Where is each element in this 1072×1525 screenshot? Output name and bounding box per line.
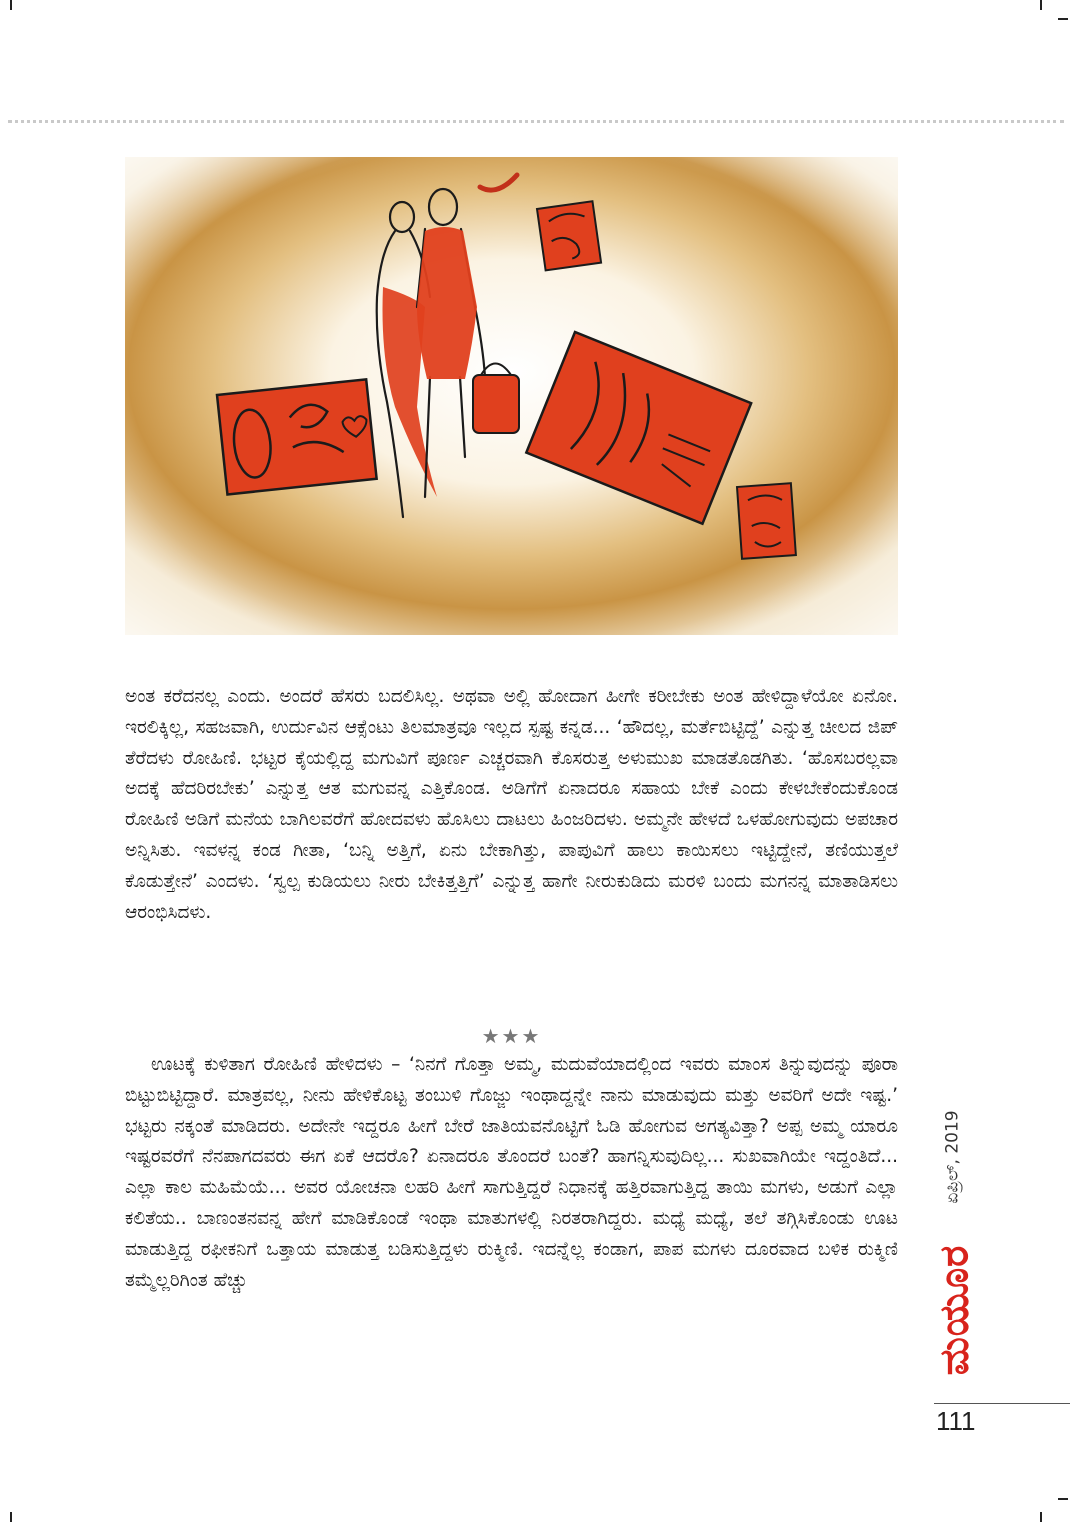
magazine-logo <box>932 1225 976 1395</box>
story-illustration <box>125 157 898 635</box>
issue-date <box>933 1102 973 1212</box>
page-number-rule <box>934 1403 1070 1404</box>
crop-mark <box>10 0 12 10</box>
story-paragraph-1 <box>125 682 898 928</box>
crop-mark <box>1040 0 1042 10</box>
header-dotted-rule <box>8 120 1064 123</box>
magazine-logo-text: ಮಯೂರ <box>931 1244 977 1376</box>
page-number: 111 <box>936 1406 976 1436</box>
crop-mark <box>1058 18 1068 20</box>
paragraph-text: ಊಟಕ್ಕೆ ಕುಳಿತಾಗ ರೋಹಿಣಿ ಹೇಳಿದಳು – ‘ನಿನಗೆ ಗೊತ್ತಾ ಅಮ್ಮ, ಮದುವೆಯಾದಲ್ಲಿಂದ ಇವರು ಮಾಂಸ ತಿನ್ನುವುದನ್ನು ಪೂರಾ ಬಿಟ್ಟುಬಿಟ್ಟಿದ್ದಾರೆ. ಮಾತ್ರವಲ್ಲ, ನೀನು ಹೇಳಿಕೊಟ್ಟ ತಂಬುಳಿ ಗೊಜ್ಜು ಇಂಥಾದ್ದನ್ನೇ ನಾನು ಮಾಡುವುದು ಮತ್ತು ಅವರಿಗೆ ಅದೇ ಇಷ್ಟ.’ ಭಟ್ಟರು ನಕ್ಕಂತೆ ಮಾಡಿದರು. ಅದೇನೇ ಇದ್ದರೂ ಹೀಗೆ ಬೇರೆ ಜಾತಿಯವನೊಟ್ಟಿಗೆ ಓಡಿ ಹೋಗುವ ಅಗತ್ಯವಿತ್ತಾ? ಅಪ್ಪ ಅಮ್ಮ ಯಾರೂ ಇಷ್ಟರವರೆಗೆ ನೆನಪಾಗದವರು ಈಗ ಏಕೆ ಆದರೊ? ಏನಾದರೂ ತೊಂದರೆ ಬಂತೆ? ಹಾಗನ್ನಿಸುವುದಿಲ್ಲ... ಸುಖವಾಗಿಯೇ ಇದ್ದಂತಿದೆ... ಎಲ್ಲಾ ಕಾಲ ಮಹಿಮೆಯೆ... ಅವರ ಯೋಚನಾ ಲಹರಿ ಹೀಗೆ ಸಾಗುತ್ತಿದ್ದರೆ ನಿಧಾನಕ್ಕೆ ಹತ್ತಿರವಾಗುತ್ತಿದ್ದ ತಾಯಿ ಮಗಳು, ಅಡುಗೆ ಎಲ್ಲಾ ಕಲಿತೆಯ.. ಬಾಣಂತನವನ್ನ ಹೇಗೆ ಮಾಡಿಕೊಂಡೆ ಇಂಥಾ ಮಾತುಗಳಲ್ಲಿ ನಿರತರಾಗಿದ್ದರು. ಮಧ್ಯೆ ಮಧ್ಯೆ, ತಲೆ ತಗ್ಗಿಸಿಕೊಂಡು ಊಟ ಮಾಡುತ್ತಿದ್ದ ರಫೀಕನಿಗೆ ಒತ್ತಾಯ ಮಾಡುತ್ತ ಬಡಿಸುತ್ತಿದ್ದಳು ರುಕ್ಮಿಣಿ. ಇದನ್ನೆಲ್ಲ ಕಂಡಾಗ, ಪಾಪ ಮಗಳು ದೂರವಾದ ಬಳಿಕ ರುಕ್ಮಿಣಿ ತಮ್ಮೆಲ್ಲರಿಗಿಂತ ಹೆಚ್ಚು <box>125 1054 898 1291</box>
crop-mark <box>1040 1512 1042 1522</box>
illustration-drawing <box>125 157 898 635</box>
paragraph-text: ಅಂತ ಕರೆದನಲ್ಲ ಎಂದು. ಅಂದರೆ ಹೆಸರು ಬದಲಿಸಿಲ್ಲ. ಅಥವಾ ಅಲ್ಲಿ ಹೋದಾಗ ಹೀಗೇ ಕರೀಬೇಕು ಅಂತ ಹೇಳಿದ್ದಾಳೆಯೋ ಏನೋ. ಇರಲಿಕ್ಕಿಲ್ಲ, ಸಹಜವಾಗಿ, ಉರ್ದುವಿನ ಆಕ್ಸೆಂಟು ತಿಲಮಾತ್ರವೂ ಇಲ್ಲದ ಸ್ಪಷ್ಟ ಕನ್ನಡ... ‘ಹೌದಲ್ಲ, ಮರ್ತೆಬಿಟ್ಟಿದ್ದೆ’ ಎನ್ನುತ್ತ ಚೀಲದ ಜಿಪ್ ತೆರೆದಳು ರೋಹಿಣಿ. ಭಟ್ಟರ ಕೈಯಲ್ಲಿದ್ದ ಮಗುವಿಗೆ ಪೂರ್ಣ ಎಚ್ಚರವಾಗಿ ಕೊಸರುತ್ತ ಅಳುಮುಖ ಮಾಡತೊಡಗಿತು. ‘ಹೊಸಬರಲ್ಲವಾ ಅದಕ್ಕೆ ಹೆದರಿರಬೇಕು’ ಎನ್ನುತ್ತ ಆತ ಮಗುವನ್ನ ಎತ್ತಿಕೊಂಡ. ಅಡಿಗೆಗೆ ಏನಾದರೂ ಸಹಾಯ ಬೇಕೆ ಎಂದು ಕೇಳಬೇಕೆಂದುಕೊಂಡ ರೋಹಿಣಿ ಅಡಿಗೆ ಮನೆಯ ಬಾಗಿಲವರೆಗೆ ಹೋದವಳು ಹೊಸಿಲು ದಾಟಲು ಹಿಂಜರಿದಳು. ಅಮ್ಮನೇ ಹೇಳದೆ ಒಳಹೋಗುವುದು ಅಪಚಾರ ಅನ್ನಿಸಿತು. ಇವಳನ್ನ ಕಂಡ ಗೀತಾ, ‘ಬನ್ನಿ ಅತ್ತಿಗೆ, ಏನು ಬೇಕಾಗಿತ್ತು, ಪಾಪುವಿಗೆ ಹಾಲು ಕಾಯಿಸಲು ಇಟ್ಟಿದ್ದೇನೆ, ತಣಿಯುತ್ತಲೆ ಕೊಡುತ್ತೇನೆ’ ಎಂದಳು. ‘ಸ್ವಲ್ಪ ಕುಡಿಯಲು ನೀರು ಬೇಕಿತ್ತತ್ತಿಗೆ’ ಎನ್ನುತ್ತ ಹಾಗೇ ನೀರುಕುಡಿದು ಮರಳಿ ಬಂದು ಮಗನನ್ನ ಮಾತಾಡಿಸಲು ಆರಂಭಿಸಿದಳು. <box>125 686 898 923</box>
section-separator: ★★★ <box>481 1024 542 1048</box>
story-paragraph-2 <box>125 1050 898 1296</box>
crop-mark <box>10 1512 12 1522</box>
issue-date-text: ಏಪ್ರಿಲ್, 2019 <box>943 1110 963 1204</box>
crop-mark <box>1058 1498 1068 1500</box>
